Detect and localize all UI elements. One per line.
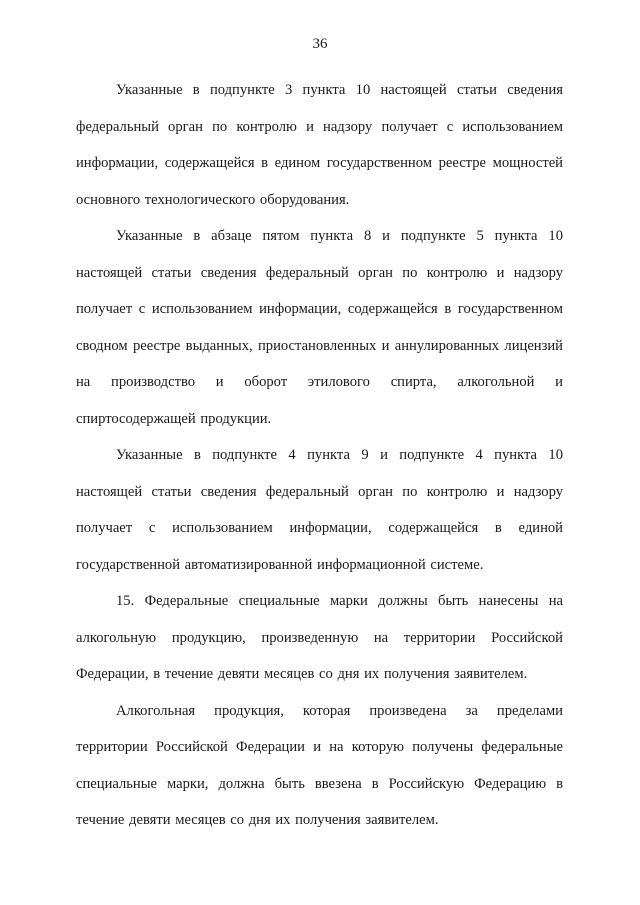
paragraph-paragraph-5-point-8: Указанные в абзаце пятом пункта 8 и подпункте 5 пункта 10 настоящей статьи сведения федеральный орган по контролю и надзору получает с использованием информации, содержащейся в государственном сводном реестре выданных, приостановленных и аннулированных лицензий на производство и оборот этилового спирта, алкогольной и спиртосодержащей продукции. (76, 228, 563, 427)
paragraph-subpoint-4-point-9: Указанные в подпункте 4 пункта 9 и подпункте 4 пункта 10 настоящей статьи сведения федеральный орган по контролю и надзору получает с использованием информации, содержащейся в единой государственной автоматизированной информационной системе. (76, 447, 563, 573)
paragraph-subpoint-3-point-10: Указанные в подпункте 3 пункта 10 настоящей статьи сведения федеральный орган по контролю и надзору получает с использованием информации, содержащейся в едином государственном реестре мощностей основного технологического оборудования. (76, 82, 563, 208)
page-number: 36 (312, 36, 328, 52)
paragraph-imported-alcohol: Алкогольная продукция, которая произведена за пределами территории Российской Федерации и на которую получены федеральные специальные марки, должна быть ввезена в Российскую Федерацию в течение девяти месяцев со дня их получения заявителем. (76, 702, 563, 828)
document-body (76, 72, 563, 839)
paragraph-point-15: 15. Федеральные специальные марки должны быть нанесены на алкогольную продукцию, произведенную на территории Российской Федерации, в течение девяти месяцев со дня их получения заявителем. (76, 593, 563, 682)
